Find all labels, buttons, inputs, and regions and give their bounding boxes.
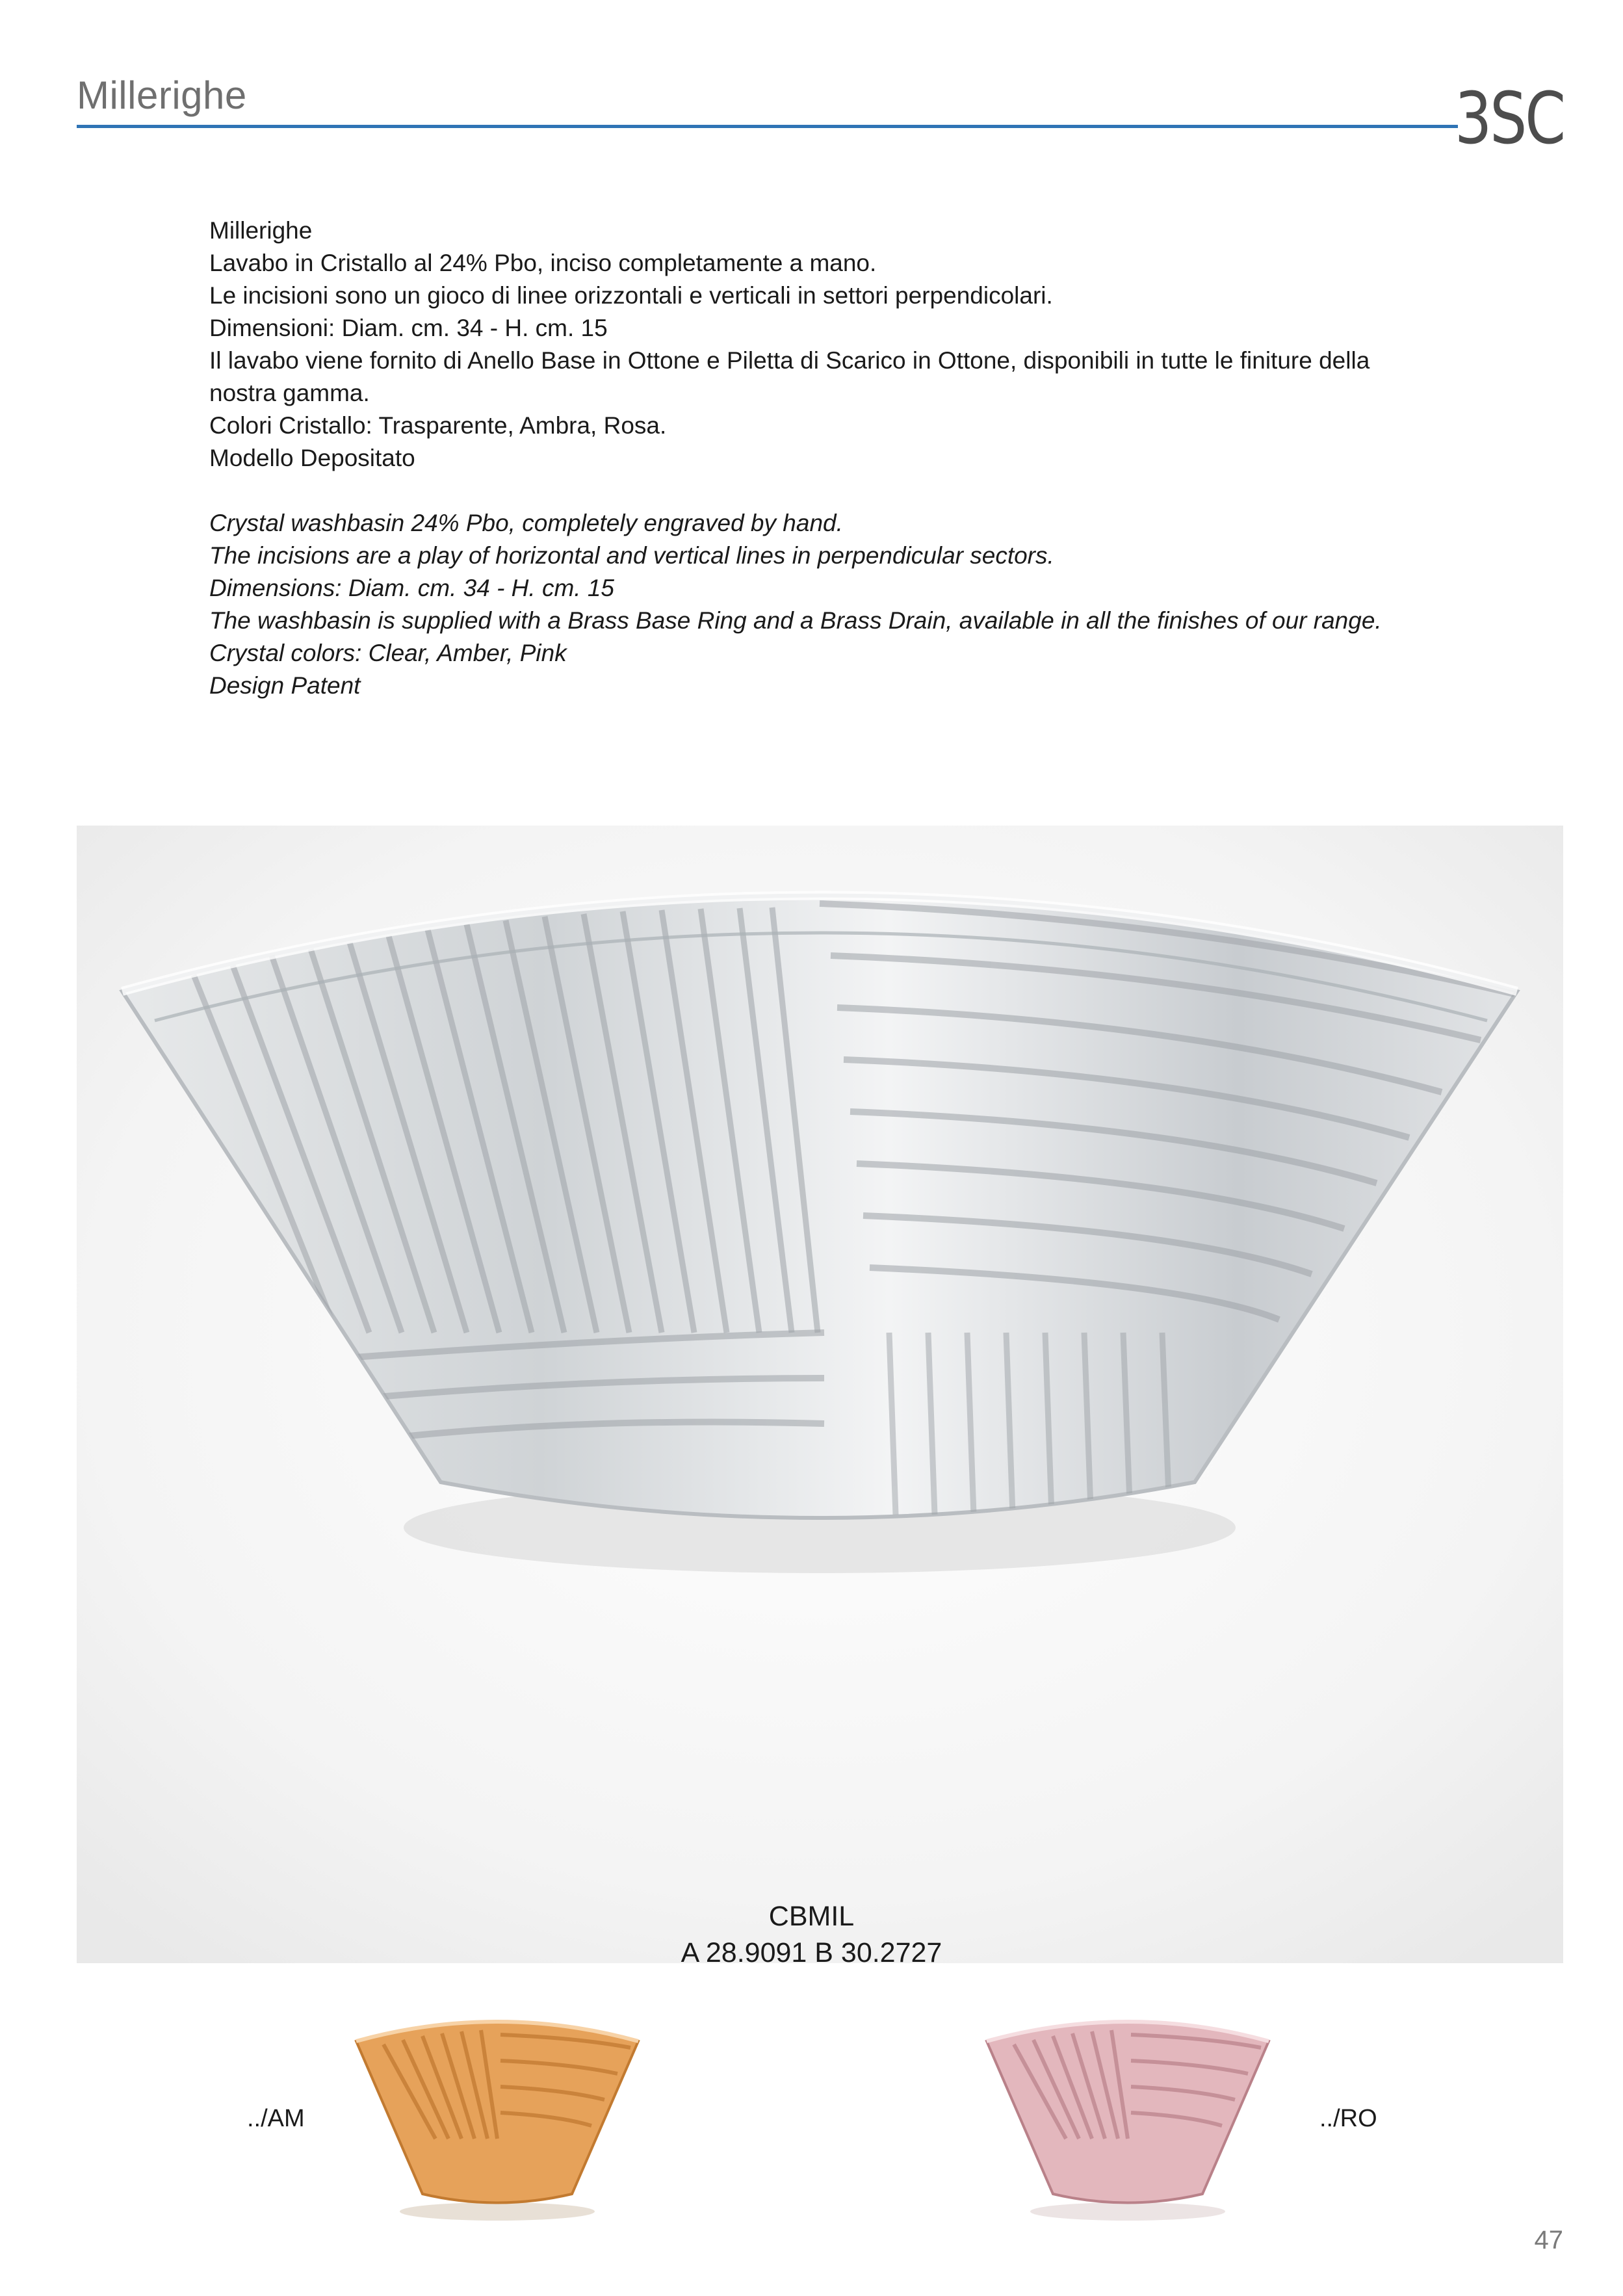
en-line: The washbasin is supplied with a Brass Base Ring and a Brass Drain, available in all the finishes of our range. bbox=[209, 607, 1382, 634]
variant-label-pink: ../RO bbox=[1319, 2105, 1377, 2132]
en-line: Dimensions: Diam. cm. 34 - H. cm. 15 bbox=[209, 575, 614, 601]
variant-thumb-pink bbox=[975, 2009, 1280, 2226]
en-line: Crystal colors: Clear, Amber, Pink bbox=[209, 640, 567, 666]
product-prices: A 28.9091 B 30.2727 bbox=[681, 1937, 942, 1968]
variant-label-amber: ../AM bbox=[247, 2105, 305, 2132]
it-line: Lavabo in Cristallo al 24% Pbo, inciso completamente a mano. bbox=[209, 250, 877, 276]
it-line: Il lavabo viene fornito di Anello Base in Ottone e Piletta di Scarico in Ottone, disponibili in tutte le finiture della bbox=[209, 347, 1370, 374]
variant-thumb-amber bbox=[344, 2009, 650, 2226]
product-photo-clear bbox=[77, 826, 1563, 1963]
product-code-block bbox=[0, 1898, 1623, 1971]
it-line: Colori Cristallo: Trasparente, Ambra, Rosa. bbox=[209, 412, 667, 439]
it-line: Modello Depositato bbox=[209, 445, 415, 471]
product-heading: Millerighe bbox=[209, 217, 313, 244]
it-line: nostra gamma. bbox=[209, 380, 370, 406]
it-line: Dimensioni: Diam. cm. 34 - H. cm. 15 bbox=[209, 315, 608, 341]
page-title: Millerighe bbox=[77, 73, 247, 117]
en-line: The incisions are a play of horizontal and vertical lines in perpendicular sectors. bbox=[209, 542, 1054, 569]
page-number: 47 bbox=[1534, 2226, 1563, 2254]
brand-logo: 3SC bbox=[1455, 77, 1564, 160]
en-line: Crystal washbasin 24% Pbo, completely engraved by hand. bbox=[209, 510, 843, 536]
product-description bbox=[209, 215, 1509, 702]
en-line: Design Patent bbox=[209, 672, 361, 699]
it-line: Le incisioni sono un gioco di linee orizzontali e verticali in settori perpendicolari. bbox=[209, 282, 1053, 309]
header-divider bbox=[77, 125, 1458, 128]
product-code: CBMIL bbox=[768, 1901, 855, 1932]
